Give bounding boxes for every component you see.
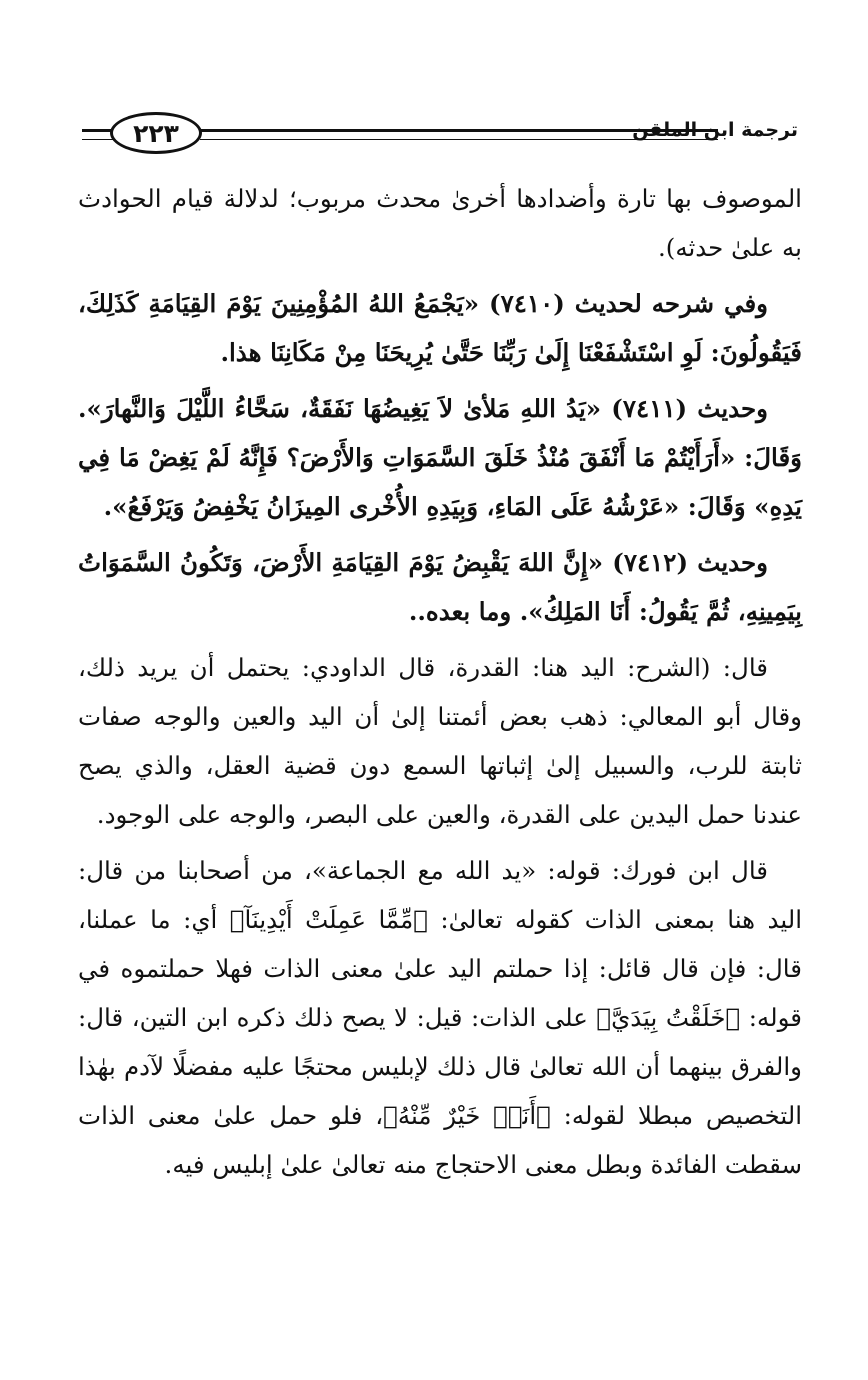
paragraph-hadith-7411: وحديث (٧٤١١) «يَدُ اللهِ مَلأىٰ لاَ يَغِيضُهَا نَفَقَةٌ، سَحَّاءُ اللَّيْلَ وَالنَّهارَ». وَقَالَ: «أَرَأَيْتُمْ مَا أَنْفَقَ مُنْذُ خَلَقَ السَّمَوَاتِ وَالأَرْضَ؟ فَإِنَّهُ لَمْ يَغِضْ مَا فِي يَدِهِ» وَقَالَ: «عَرْشُهُ عَلَى المَاءِ، وَبِيَدِهِ الأُخْرى المِيزَانُ يَخْفِضُ وَيَرْفَعُ». [78,394,802,521]
running-title: ترجمة ابن الملقن [632,119,798,141]
page-number: ٢٢٣ [110,112,202,154]
paragraph-hadith-7412: وحديث (٧٤١٢) «إِنَّ اللهَ يَقْبِضُ يَوْمَ القِيَامَةِ الأَرْضَ، وَتَكُونُ السَّمَوَاتُ بِيَمِينِهِ، ثُمَّ يَقُولُ: أَنَا المَلِكُ». وما بعده.. [78,548,802,626]
page-header [82,112,798,156]
paragraph-commentary: قال: (الشرح: اليد هنا: القدرة، قال الداودي: يحتمل أن يريد ذلك، وقال أبو المعالي: ذهب بعض أئمتنا إلىٰ أن اليد والعين والوجه صفات ثابتة للرب، والسبيل إلىٰ إثباتها السمع دون قضية العقل، والذي يصح عندنا حمل اليدين على القدرة، والعين على البصر، والوجه على الوجود. [78,653,802,829]
paragraph-continuation: الموصوف بها تارة وأضدادها أخرىٰ محدث مربوب؛ لدلالة قيام الحوادث به علىٰ حدثه). [78,184,802,262]
page-body [78,174,802,1196]
paragraph-ibn-furak: قال ابن فورك: قوله: «يد الله مع الجماعة»، من أصحابنا من قال: اليد هنا بمعنى الذات كقوله تعالىٰ: ﴿مِّمَّا عَمِلَتْ أَيْدِينَآ﴾ أي: ما عملنا، قال: فإن قال قائل: إذا حملتم اليد علىٰ معنى الذات فهلا حملتموه في قوله: ﴿خَلَقْتُ بِيَدَيَّ﴾ على الذات: قيل: لا يصح ذلك ذكره ابن التين، قال: والفرق بينهما أن الله تعالىٰ قال ذلك لإبليس محتجًا عليه مفضلًا لآدم بهٰذا التخصيص مبطلا لقوله: ﴿أَنَا۠ خَيْرٌ مِّنْهُ﴾، فلو حمل علىٰ معنى الذات سقطت الفائدة وبطل معنى الاحتجاج منه تعالىٰ علىٰ إبليس فيه. [78,856,802,1179]
paragraph-hadith-7410: وفي شرحه لحديث (٧٤١٠) «يَجْمَعُ اللهُ المُؤْمِنِينَ يَوْمَ القِيَامَةِ كَذَلِكَ، فَيَقُولُونَ: لَوِ اسْتَشْفَعْنَا إِلَىٰ رَبِّنَا حَتَّىٰ يُرِيحَنَا مِنْ مَكَانِنَا هذا. [78,289,802,367]
